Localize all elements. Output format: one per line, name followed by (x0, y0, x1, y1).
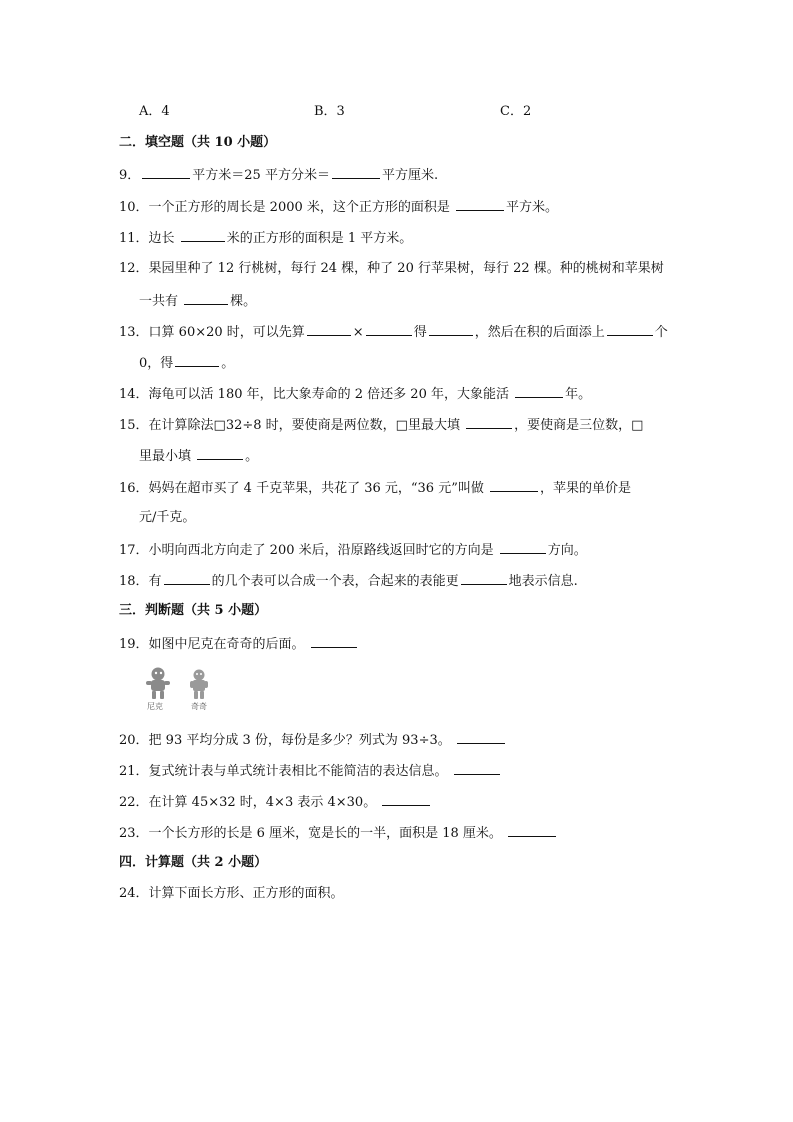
answer-blank[interactable] (515, 385, 563, 398)
section-title-calculation: 四．计算题（共 2 小题） (119, 855, 268, 870)
question-22: 22．在计算 45×32 时，4×3 表示 4×30。 (119, 793, 432, 811)
answer-blank[interactable] (142, 166, 190, 179)
question-16-continued: 元/千克。 (139, 510, 196, 525)
question-9: 9． 平方米＝25 平方分米＝ 平方厘米. (119, 168, 439, 183)
question-15: 15．在计算除法□32÷8 时，要使商是两位数，□里最大填 ，要使商是三位数，□ (119, 418, 644, 433)
answer-blank[interactable] (382, 793, 430, 806)
question-16: 16．妈妈在超市买了 4 千克苹果，共花了 36 元，“36 元”叫做 ，苹果的单价是 (119, 481, 632, 496)
answer-blank[interactable] (466, 416, 512, 429)
answer-blank[interactable] (332, 166, 380, 179)
answer-blank[interactable] (456, 198, 504, 211)
question-13-continued: 0，得 。 (139, 356, 235, 371)
answer-blank[interactable] (500, 541, 546, 554)
question-12-continued: 一共有 棵。 (139, 294, 257, 309)
question-12: 12．果园里种了 12 行桃树，每行 24 棵，种了 20 行苹果树，每行 22 棵。种的桃树和苹果树 (119, 261, 664, 276)
nick-robot-icon (146, 668, 170, 700)
question-10: 10．一个正方形的周长是 2000 米，这个正方形的面积是 平方米。 (119, 200, 559, 215)
question-20: 20．把 93 平均分成 3 份，每份是多少？列式为 93÷3。 (119, 731, 507, 749)
option-c: C．2 (500, 104, 532, 119)
answer-blank[interactable] (454, 762, 500, 775)
answer-blank[interactable] (184, 292, 228, 305)
answer-blank[interactable] (429, 323, 473, 336)
option-b: B．3 (314, 104, 345, 119)
answer-blank[interactable] (607, 323, 653, 336)
question-24: 24．计算下面长方形、正方形的面积。 (119, 886, 344, 901)
qiqi-robot-icon (190, 670, 208, 700)
question-19: 19．如图中尼克在奇奇的后面。 (119, 635, 359, 653)
question-21: 21．复式统计表与单式统计表相比不能简洁的表达信息。 (119, 762, 502, 780)
question-14: 14．海龟可以活 180 年，比大象寿命的 2 倍还多 20 年，大象能活 年。 (119, 387, 592, 402)
question-23: 23．一个长方形的长是 6 厘米，宽是长的一半，面积是 18 厘米。 (119, 824, 558, 842)
answer-blank[interactable] (164, 572, 210, 585)
answer-blank[interactable] (490, 479, 538, 492)
figure-nick-and-qiqi (142, 666, 212, 711)
question-11: 11．边长 米的正方形的面积是 1 平方米。 (119, 231, 413, 246)
question-13: 13．口算 60×20 时，可以先算 × 得 ，然后在积的后面添上 个 (119, 325, 668, 340)
answer-blank[interactable] (461, 572, 507, 585)
figure-label-nick: 尼克 (147, 702, 163, 711)
robots-illustration (142, 666, 212, 700)
section-title-fill-in: 二．填空题（共 10 小题） (119, 135, 277, 150)
answer-blank[interactable] (366, 323, 412, 336)
answer-blank[interactable] (457, 731, 505, 744)
question-17: 17．小明向西北方向走了 200 米后，沿原路线返回时它的方向是 方向。 (119, 543, 587, 558)
answer-blank[interactable] (311, 635, 357, 648)
answer-blank[interactable] (307, 323, 351, 336)
answer-blank[interactable] (508, 824, 556, 837)
question-15-continued: 里最小填 。 (139, 449, 259, 464)
answer-blank[interactable] (181, 229, 225, 242)
section-title-judge: 三．判断题（共 5 小题） (119, 603, 268, 618)
figure-label-qiqi: 奇奇 (191, 702, 207, 711)
question-18: 18．有 的几个表可以合成一个表，合起来的表能更 地表示信息. (119, 574, 578, 589)
option-a: A．4 (139, 104, 170, 119)
answer-blank[interactable] (175, 354, 219, 367)
answer-blank[interactable] (197, 447, 243, 460)
